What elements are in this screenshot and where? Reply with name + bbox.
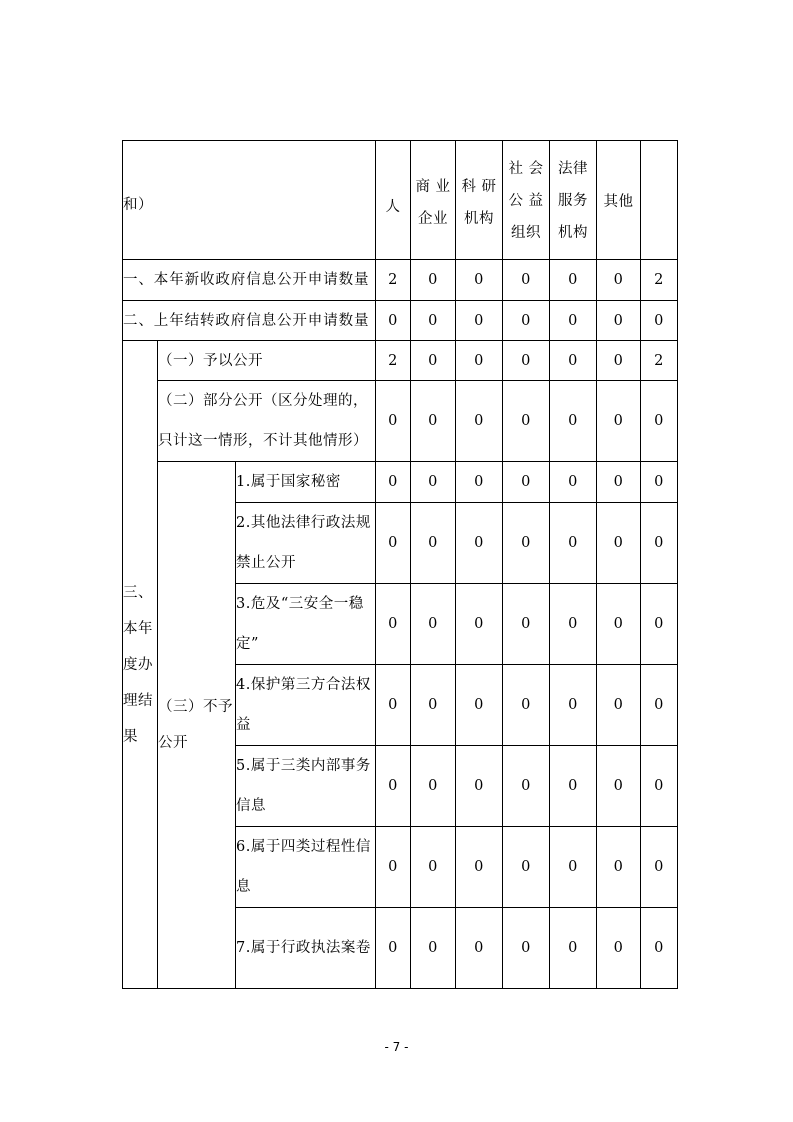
cell: 0 [550,665,597,746]
cell: 0 [641,503,678,584]
row-label: 一、本年新收政府信息公开申请数量 [123,260,376,301]
cell: 0 [503,665,550,746]
cell: 0 [641,462,678,503]
cell: 0 [597,746,641,827]
cell: 2 [376,341,411,381]
cell: 0 [503,301,550,341]
cell: 0 [597,260,641,301]
cell: 0 [411,665,456,746]
cell: 0 [411,503,456,584]
cell: 0 [550,503,597,584]
cell: 0 [411,462,456,503]
header-business: 商 业 企业 [411,141,456,260]
cell: 0 [597,462,641,503]
table-row [123,301,678,341]
cell: 0 [376,908,411,989]
cell: 0 [641,301,678,341]
cell: 0 [376,503,411,584]
cell: 0 [456,341,503,381]
cell: 0 [597,381,641,462]
cell: 0 [597,827,641,908]
cell: 0 [411,746,456,827]
table-row [123,260,678,301]
cell: 0 [411,827,456,908]
cell: 0 [597,503,641,584]
cell: 0 [641,908,678,989]
row-label: （一）予以公开 [158,341,376,381]
row-label: （二）部分公开（区分处理的，只计这一情形，不计其他情形） [158,381,376,462]
cell: 0 [550,301,597,341]
cell: 0 [597,584,641,665]
cell: 2 [376,260,411,301]
row-label: 二、上年结转政府信息公开申请数量 [123,301,376,341]
row-label: 7.属于行政执法案卷 [236,908,376,989]
cell: 0 [411,584,456,665]
page-number: - 7 - [384,1040,409,1054]
cell: 0 [597,341,641,381]
cell: 0 [503,746,550,827]
cell: 0 [376,381,411,462]
cell: 0 [456,381,503,462]
header-social: 社 会 公 益 组织 [503,141,550,260]
cell: 0 [550,462,597,503]
cell: 0 [376,665,411,746]
cell: 0 [641,746,678,827]
row-label: 5.属于三类内部事务信息 [236,746,376,827]
header-row-label: 和） [123,141,376,260]
row-label: 6.属于四类过程性信息 [236,827,376,908]
header-row [123,141,678,260]
cell: 0 [376,462,411,503]
cell: 0 [456,301,503,341]
cell: 0 [503,260,550,301]
header-person: 人 [376,141,411,260]
cell: 0 [411,341,456,381]
table-row [123,462,678,503]
cell: 0 [503,462,550,503]
cell: 0 [550,908,597,989]
cell: 0 [376,746,411,827]
cell: 0 [550,260,597,301]
row-label: 4.保护第三方合法权益 [236,665,376,746]
cell: 0 [641,827,678,908]
cell: 0 [376,584,411,665]
cell: 0 [641,381,678,462]
cell: 0 [641,584,678,665]
cell: 0 [550,827,597,908]
cell: 0 [503,908,550,989]
cell: 0 [411,908,456,989]
cell: 0 [503,584,550,665]
cell: 0 [456,827,503,908]
row-label: 3.危及“三安全一稳定” [236,584,376,665]
cell: 0 [503,341,550,381]
cell: 0 [597,908,641,989]
cell: 0 [503,827,550,908]
header-other: 其他 [597,141,641,260]
cell: 0 [550,341,597,381]
table-row [123,341,678,381]
cell: 0 [456,462,503,503]
row-label: 1.属于国家秘密 [236,462,376,503]
cell: 0 [411,260,456,301]
row-label: 2.其他法律行政法规禁止公开 [236,503,376,584]
cell: 0 [376,301,411,341]
cell: 2 [641,260,678,301]
header-legal: 法律 服务 机构 [550,141,597,260]
cell: 0 [641,665,678,746]
cell: 0 [597,301,641,341]
cell: 0 [503,381,550,462]
section-three-label: 三、 本年 度办 理结 果 [123,341,158,989]
cell: 0 [503,503,550,584]
cell: 0 [411,301,456,341]
not-disclose-label: （三）不予公开 [158,462,236,989]
header-total [641,141,678,260]
cell: 0 [550,584,597,665]
cell: 0 [456,503,503,584]
cell: 2 [641,341,678,381]
cell: 0 [597,665,641,746]
cell: 0 [456,908,503,989]
cell: 0 [456,746,503,827]
cell: 0 [456,584,503,665]
cell: 0 [456,260,503,301]
cell: 0 [456,665,503,746]
info-disclosure-table [122,140,678,989]
cell: 0 [411,381,456,462]
table-row [123,381,678,462]
cell: 0 [550,381,597,462]
header-research: 科 研 机构 [456,141,503,260]
cell: 0 [376,827,411,908]
cell: 0 [550,746,597,827]
